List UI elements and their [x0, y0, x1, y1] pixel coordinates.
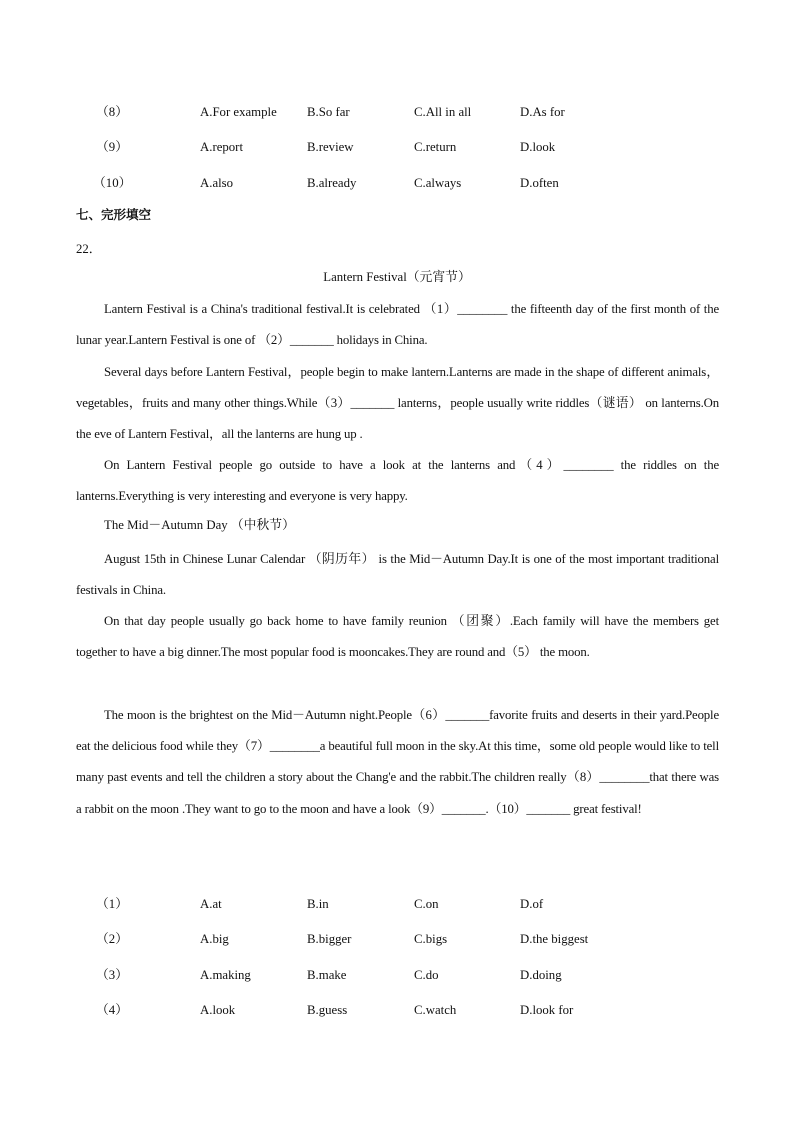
option-c: C.always — [414, 176, 462, 190]
option-a: A.For example — [200, 105, 277, 119]
paragraph-6: The moon is the brightest on the Mid－Autumn night.People（6）_______favorite fruits and deserts in their yard.People eat the delicious food while they（7）________a beautiful full moon in the sky.At this time，some old people would like to tell many past events and tell the children a story about the Chang'e and the rabbit.The children really（8）________that there was a rabbit on the moon .They want to go to the moon and have a look（9）_______.（10）_______ great festival! — [76, 708, 719, 816]
option-d: D.often — [520, 176, 559, 190]
section-title: 七、完形填空 — [76, 207, 152, 222]
option-b: B.guess — [307, 1003, 348, 1017]
option-b: B.make — [307, 968, 347, 982]
option-b: B.in — [307, 897, 329, 911]
option-number: （2） — [96, 932, 128, 946]
option-number: （10） — [93, 176, 132, 190]
option-d: D.the biggest — [520, 932, 589, 946]
section-heading-mid-autumn: The Mid－Autumn Day （中秋节） — [104, 518, 295, 532]
paragraph-4: August 15th in Chinese Lunar Calendar （阴历年） is the Mid－Autumn Day.It is one of the most important traditional festivals in China. — [76, 552, 719, 598]
option-d: D.As for — [520, 105, 565, 119]
option-c: C.bigs — [414, 932, 448, 946]
option-c: C.watch — [414, 1003, 457, 1017]
option-number: （8） — [96, 105, 128, 119]
option-a: A.big — [200, 932, 229, 946]
option-a: A.report — [200, 140, 243, 154]
option-b: B.So far — [307, 105, 350, 119]
option-b: B.bigger — [307, 932, 352, 946]
option-a: A.also — [200, 176, 234, 190]
option-b: B.already — [307, 176, 357, 190]
paragraph-3: On Lantern Festival people go outside to have a look at the lanterns and（4）________ the riddles on the lanterns.Everything is very interesting and everyone is very happy. — [76, 458, 719, 504]
option-c: C.on — [414, 897, 439, 911]
paragraph-2: Several days before Lantern Festival，people begin to make lantern.Lanterns are made in the shape of different animals，vegetables，fruits and many other things.While（3）_______ lanterns，people usually write riddles（谜语） on lanterns.On the eve of Lantern Festival，all the lanterns are hung up . — [76, 365, 719, 442]
option-a: A.at — [200, 897, 222, 911]
option-a: A.making — [200, 968, 251, 982]
option-c: C.All in all — [414, 105, 472, 119]
option-b: B.review — [307, 140, 354, 154]
option-d: D.doing — [520, 968, 562, 982]
option-d: D.look — [520, 140, 556, 154]
option-a: A.look — [200, 1003, 236, 1017]
passage-title: Lantern Festival（元宵节） — [323, 270, 471, 284]
option-number: （3） — [96, 968, 128, 982]
option-c: C.do — [414, 968, 439, 982]
question-number: 22． — [76, 242, 102, 256]
option-d: D.look for — [520, 1003, 574, 1017]
option-number: （9） — [96, 140, 128, 154]
paragraph-1: Lantern Festival is a China's traditional festival.It is celebrated （1）________ the fifteenth day of the first month of the lunar year.Lantern Festival is one of （2）_______ holidays in China. — [76, 302, 719, 348]
option-number: （1） — [96, 897, 128, 911]
option-c: C.return — [414, 140, 457, 154]
paragraph-5: On that day people usually go back home to have family reunion （团聚）.Each family will have the members get together to have a big dinner.The most popular food is mooncakes.They are round and（5） the moon. — [76, 614, 719, 660]
option-number: （4） — [96, 1003, 128, 1017]
option-d: D.of — [520, 897, 544, 911]
